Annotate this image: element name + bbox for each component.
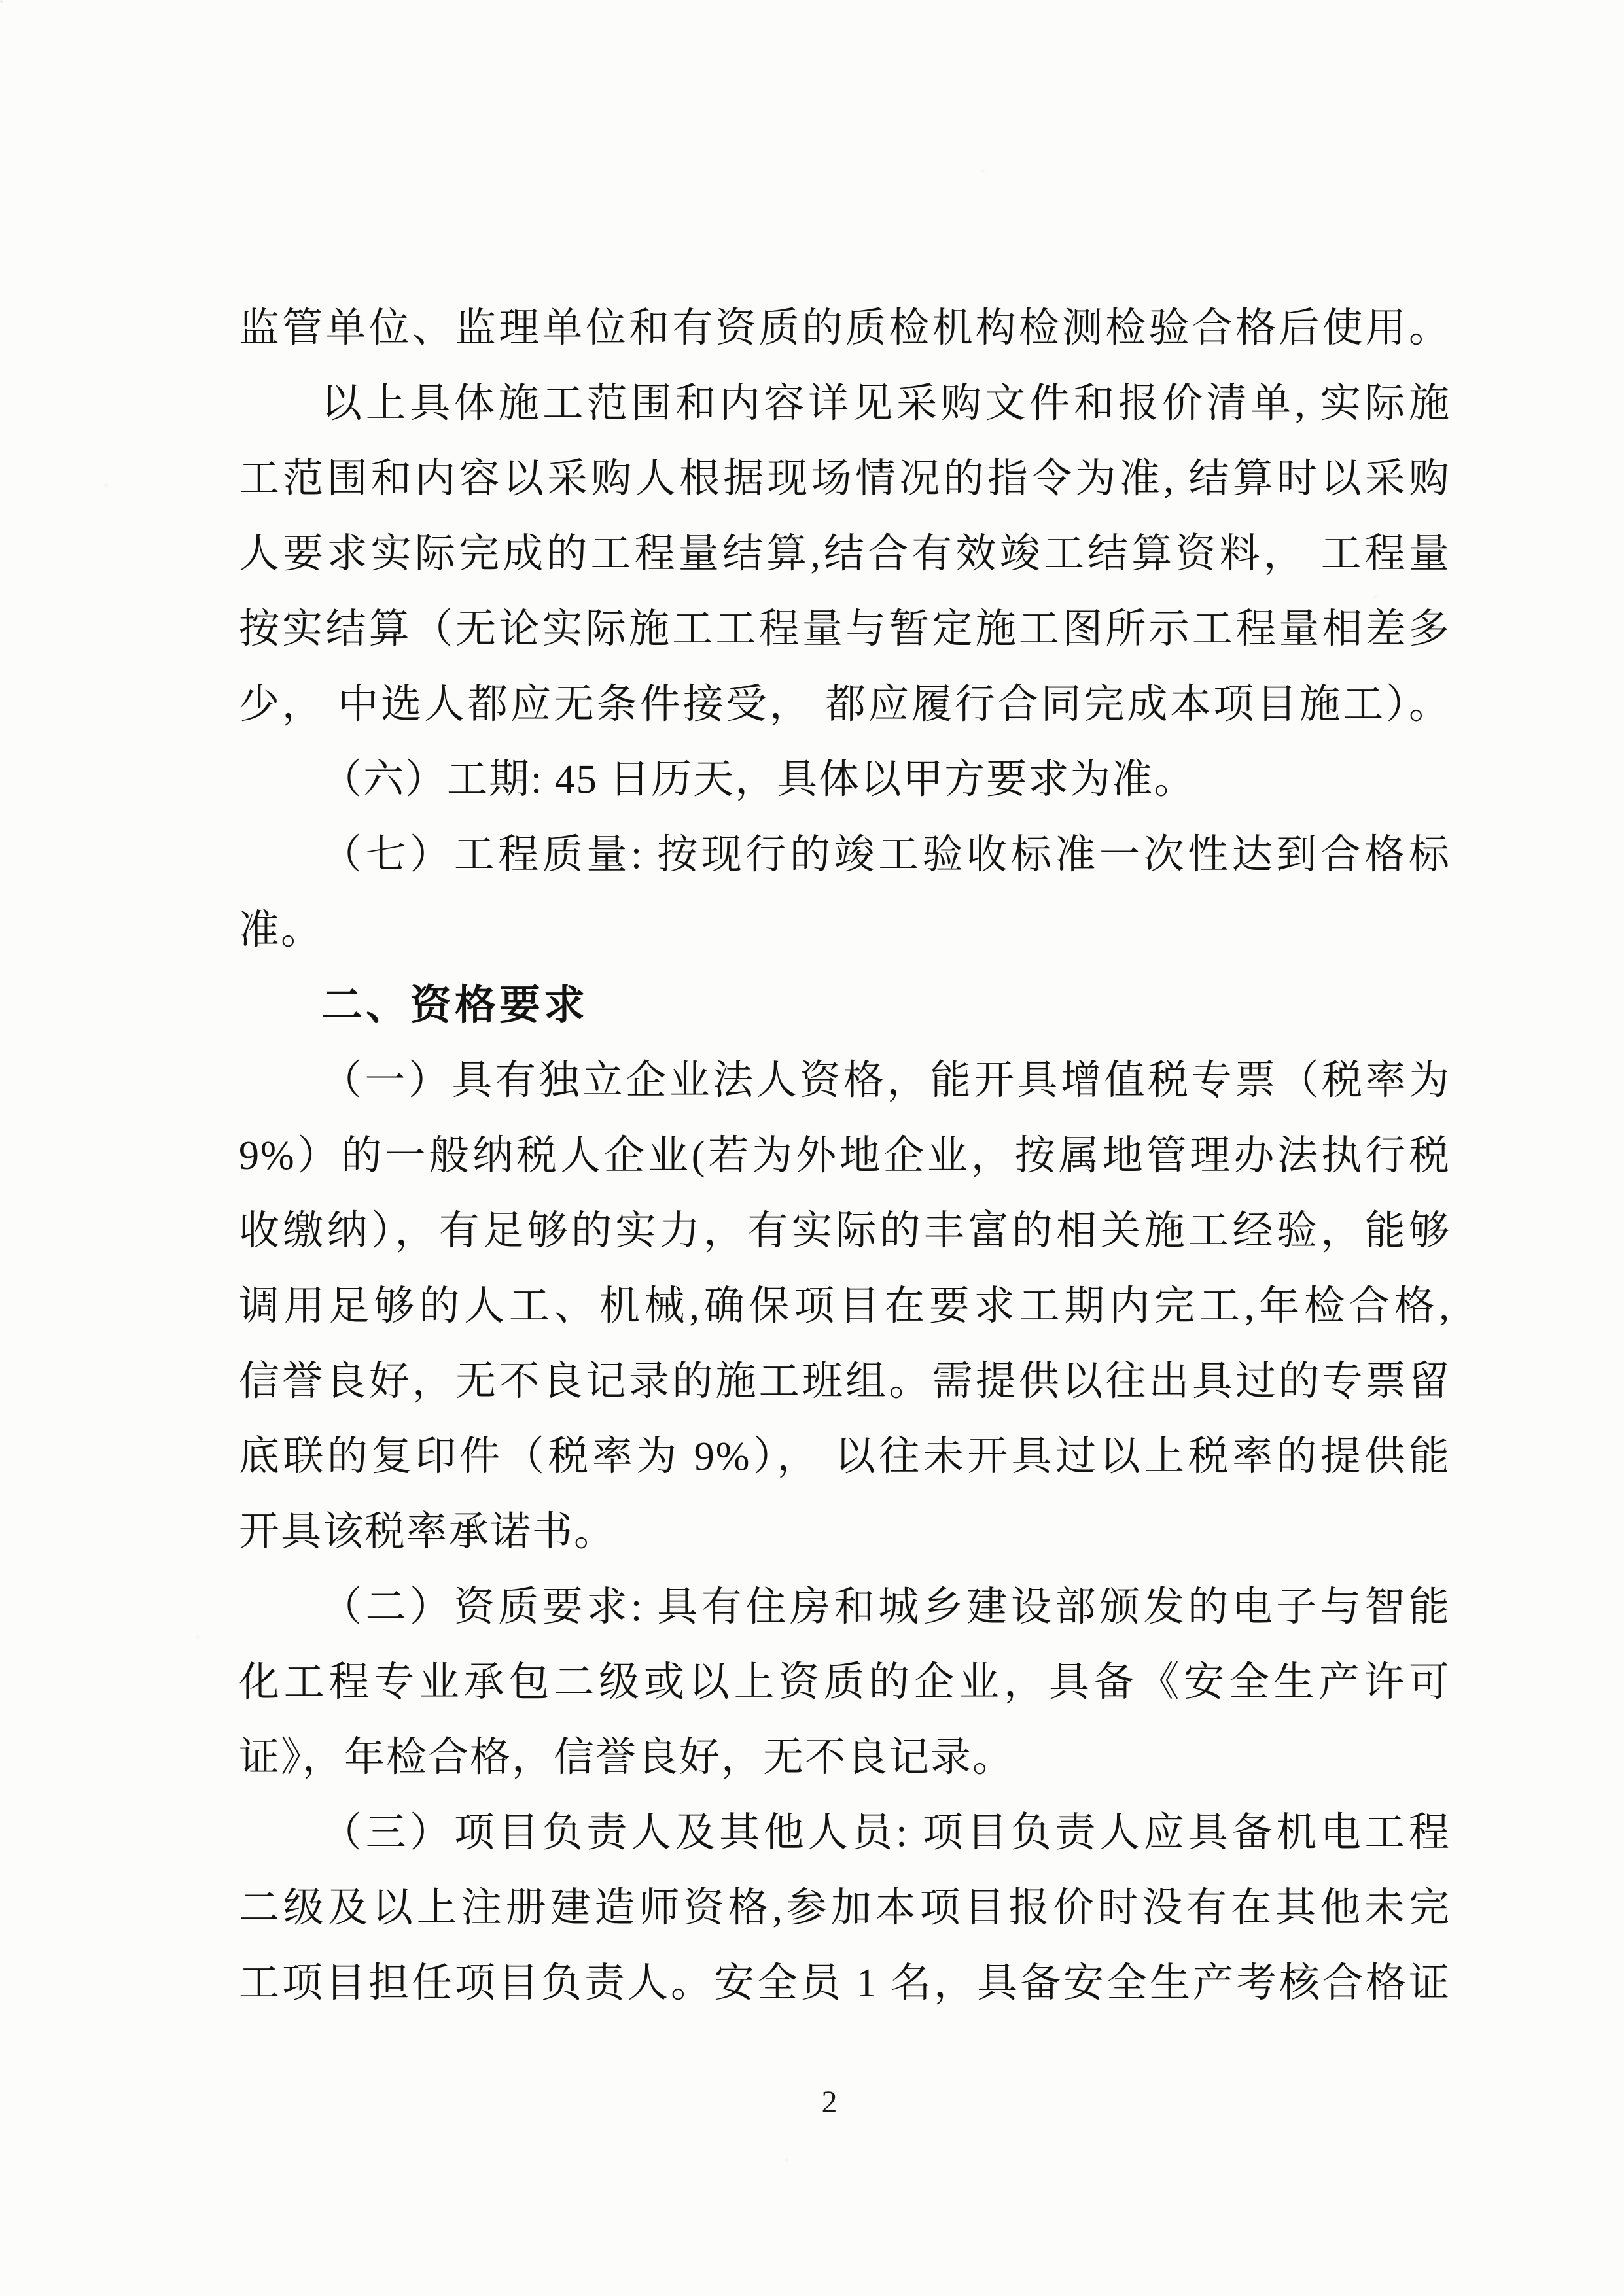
text-line: 证》，年检合格，信誉良好，无不良记录。 [239, 1735, 1015, 1780]
text-line: （二）资质要求: 具有住房和城乡建设部颁发的电子与智能 [321, 1585, 1451, 1629]
text-line: 少， 中选人都应无条件接受， 都应履行合同完成本项目施工）。 [239, 682, 1451, 727]
scan-noise [0, 0, 3, 3]
text-line: 人要求实际完成的工程量结算,结合有效竣工结算资料， 工程量 [239, 532, 1451, 576]
text-line: 开具该税率承诺书。 [239, 1510, 616, 1554]
text-line: 底联的复印件（税率为 9%）， 以往未开具过以上税率的提供能 [239, 1435, 1451, 1479]
text-line: 9%）的一般纳税人企业(若为外地企业，按属地管理办法执行税 [239, 1134, 1451, 1178]
text-line: 监管单位、监理单位和有资质的质检机构检测检验合格后使用。 [239, 306, 1451, 351]
section-heading: 二、资格要求 [321, 983, 588, 1028]
text-line: 调用足够的人工、机械,确保项目在要求工期内完工,年检合格, [239, 1284, 1451, 1329]
text-line: （三）项目负责人及其他人员: 项目负责人应具备机电工程 [321, 1811, 1451, 1855]
text-line: 信誉良好，无不良记录的施工班组。需提供以往出具过的专票留 [239, 1359, 1451, 1404]
text-line: 二级及以上注册建造师资格,参加本项目报价时没有在其他未完 [239, 1886, 1451, 1930]
text-line: 工项目担任项目负责人。安全员 1 名，具备安全生产考核合格证 [239, 1961, 1451, 2006]
text-line: 工范围和内容以采购人根据现场情况的指令为准, 结算时以采购 [239, 457, 1451, 501]
text-line: （七）工程质量: 按现行的竣工验收标准一次性达到合格标 [321, 833, 1451, 877]
text-line: 收缴纳），有足够的实力，有实际的丰富的相关施工经验，能够 [239, 1209, 1451, 1253]
text-line: 化工程专业承包二级或以上资质的企业，具备《安全生产许可 [239, 1660, 1451, 1705]
text-line: （一）具有独立企业法人资格，能开具增值税专票（税率为 [321, 1058, 1451, 1103]
text-line: 按实结算（无论实际施工工程量与暂定施工图所示工程量相差多 [239, 607, 1451, 652]
text-line: 以上具体施工范围和内容详见采购文件和报价清单, 实际施 [321, 381, 1451, 426]
text-line: 准。 [239, 908, 323, 952]
document-body [239, 291, 1451, 2021]
page-number: 2 [821, 2085, 838, 2119]
text-line: （六）工期: 45 日历天，具体以甲方要求为准。 [321, 757, 1196, 802]
